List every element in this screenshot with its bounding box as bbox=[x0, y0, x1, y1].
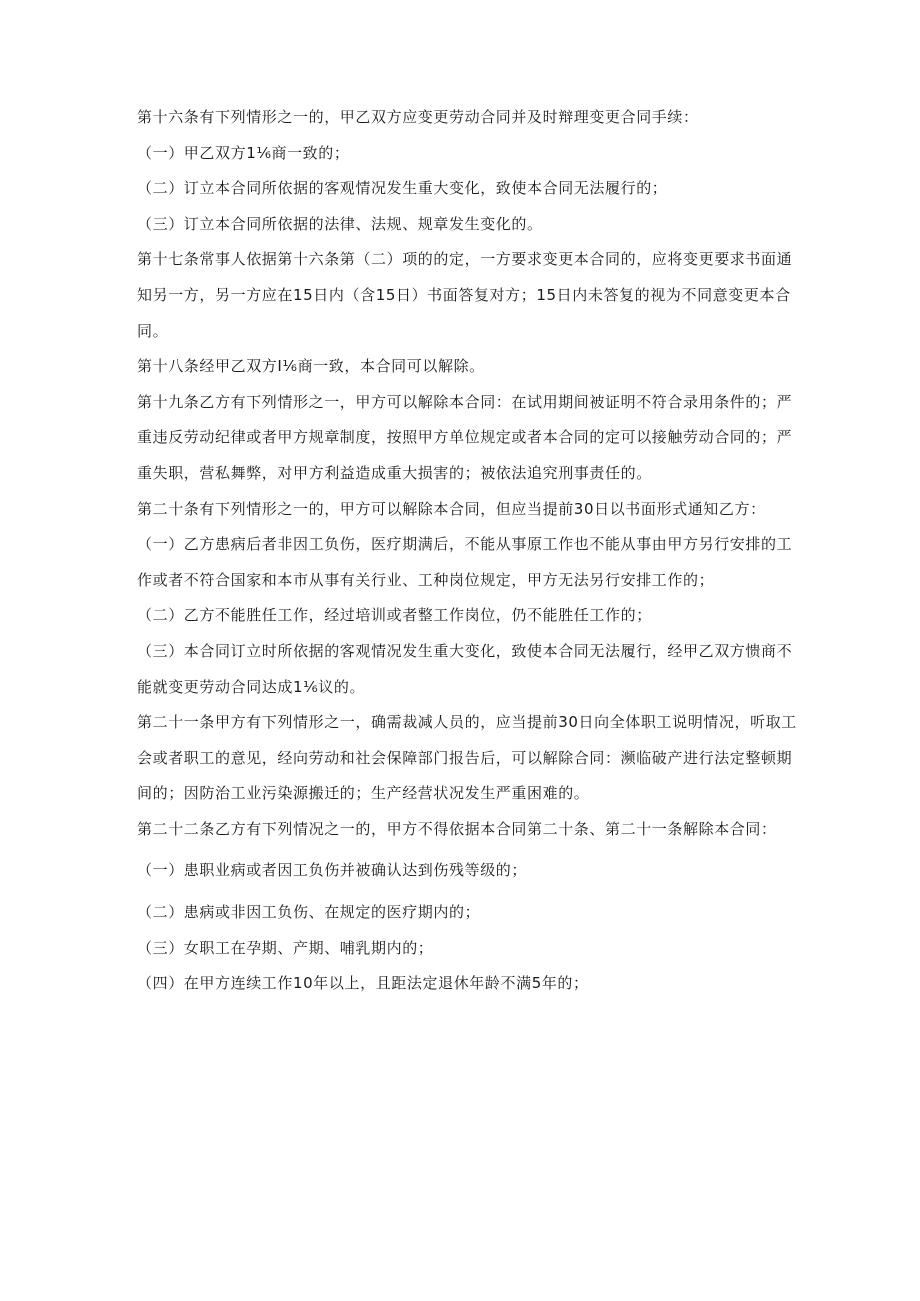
article-20-item-2: （二）乙方不能胜任工作，经过培训或者整工作岗位，仍不能胜任工作的； bbox=[137, 606, 652, 625]
article-20-item-3: （三）本合同订立时所依据的客观情况发生重大变化，致使本合同无法履行，经甲乙双方愦商不能就变更劳动合同达成1⅙议的。 bbox=[137, 641, 793, 696]
article-20-item-1: （一）乙方患病后者非因工负伤，医疗期满后，不能从事原工作也不能从事由甲方另行安排的工作或者不符合国家和本市从事有关行业、工种岗位规定，甲方无法另行安排工作的； bbox=[137, 535, 793, 589]
article-18: 第十八条经甲乙双方Ⅰ⅙商一致，本合同可以解除。 bbox=[137, 357, 485, 376]
document-body bbox=[137, 100, 797, 1002]
article-17: 第十七条常事人依据第十六条第（二）项的的定，一方要求变更本合同的，应将变更要求书面通知另一方，另一方应在15日内（含15日）书面答复对方；15日内未答复的视为不同意变更本合同。 bbox=[137, 250, 793, 340]
article-21: 第二十一条甲方有下列情形之一，确需裁减人员的，应当提前30日向全体职工说明情况，听取工会或者职工的意见，经向劳动和社会保障部门报告后，可以解除合同：濒临破产进行法定整顿期间的；因防治工业污染源搬迁的；生产经营状况发生严重困难的。 bbox=[137, 713, 797, 803]
article-16: 第十六条有下列情形之一的，甲乙双方应变更劳动合同并及时辩理变更合同手续： bbox=[137, 108, 699, 126]
article-22: 第二十二条乙方有下列情况之一的，甲方不得依据本合同第二十条、第二十一条解除本合同： bbox=[137, 819, 777, 838]
article-22-item-4: （四）在甲方连续工作10年以上，且距法定退休年龄不满5年的； bbox=[137, 974, 589, 993]
article-20: 第二十条有下列情形之一的，甲方可以解除本合同，但应当提前30日以书面形式通知乙方： bbox=[137, 499, 766, 518]
article-16-item-3: （三）订立本合同所依据的法律、法规、规章发生变化的。 bbox=[137, 214, 543, 233]
article-19: 第十九条乙方有下列情形之一，甲方可以解除本合同：在试用期间被证明不符合录用条件的；严重违反劳动纪律或者甲方规章制度，按照甲方单位规定或者本合同的定可以接触劳动合同的；严重失职，营私舞弊，对甲方利益造成重大损害的；被依法追究刑事责任的。 bbox=[137, 392, 793, 482]
article-22-item-2: （二）患病或非因工负伤、在规定的医疗期内的； bbox=[137, 903, 481, 922]
article-16-item-2: （二）订立本合同所依据的客观情况发生重大变化，致使本合同无法履行的； bbox=[137, 179, 668, 198]
article-22-item-3: （三）女职工在孕期、产期、哺乳期内的； bbox=[137, 938, 434, 957]
article-22-item-1: （一）患职业病或者因工负伤并被确认达到伤残等级的； bbox=[137, 861, 528, 880]
article-16-item-1: （一）甲乙双方1⅙商一致的； bbox=[137, 143, 350, 162]
